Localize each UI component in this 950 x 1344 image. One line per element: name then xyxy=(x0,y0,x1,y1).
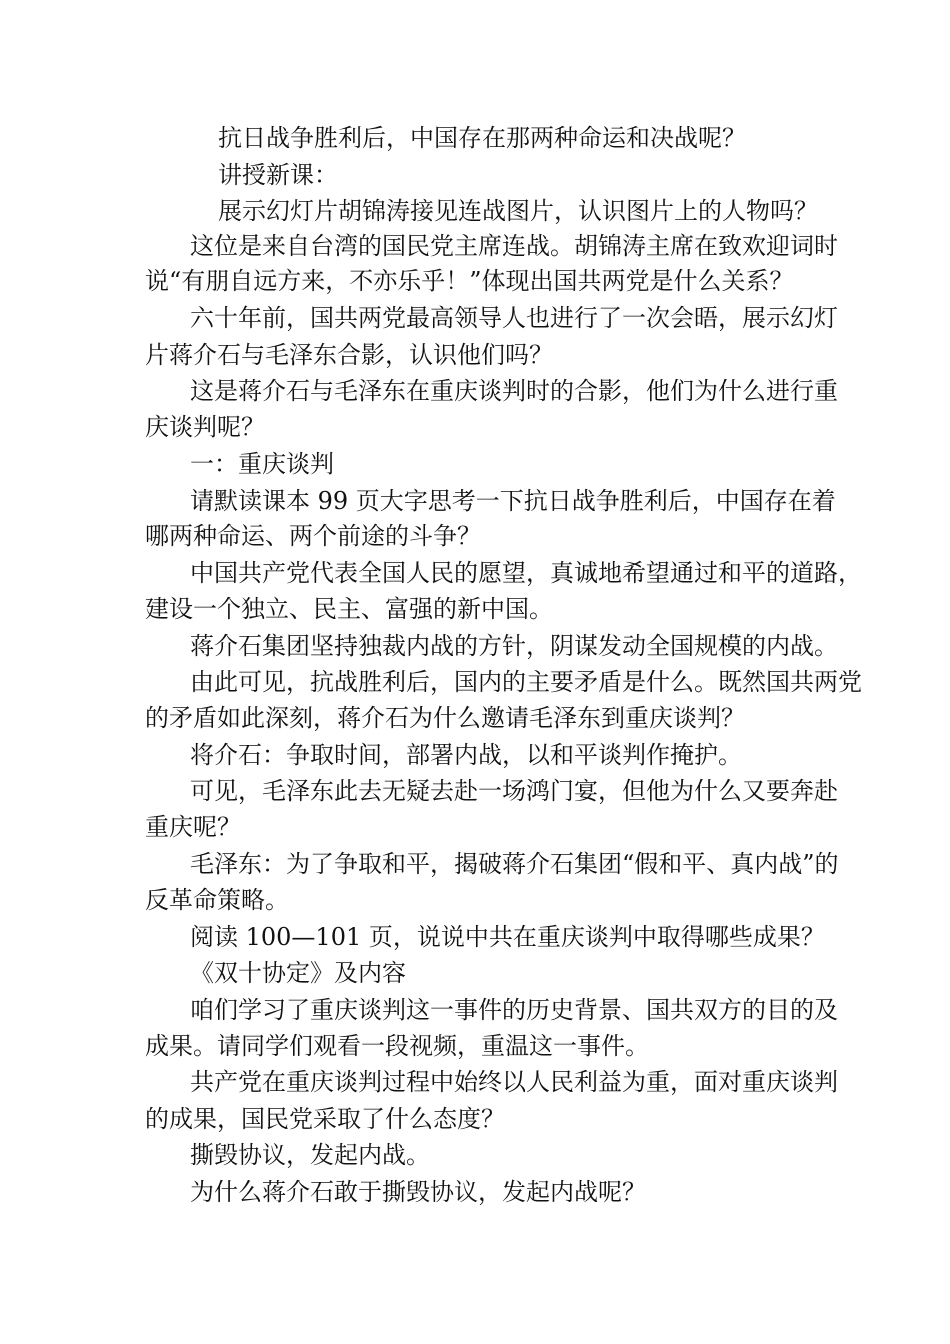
text-line: 毛泽东：为了争取和平，揭破蒋介石集团“假和平、真内战”的 xyxy=(190,850,839,878)
text-line: 的矛盾如此深刻，蒋介石为什么邀请毛泽东到重庆谈判？ xyxy=(145,704,745,732)
text-line: 这位是来自台湾的国民党主席连战。胡锦涛主席在致欢迎词时 xyxy=(190,232,838,260)
text-line: 共产党在重庆谈判过程中始终以人民利益为重，面对重庆谈判 xyxy=(190,1068,838,1096)
text-line: 咱们学习了重庆谈判这一事件的历史背景、国共双方的目的及 xyxy=(190,996,838,1024)
text-line: 中国共产党代表全国人民的愿望，真诚地希望通过和平的道路， xyxy=(190,559,862,587)
text-line: 《双十协定》及内容 xyxy=(190,959,406,987)
text-line: 重庆呢？ xyxy=(145,813,241,841)
text-line: 片蒋介石与毛泽东合影，认识他们吗？ xyxy=(145,341,553,369)
text-line: 可见，毛泽东此去无疑去赴一场鸿门宴，但他为什么又要奔赴 xyxy=(190,777,838,805)
text-line: 反革命策略。 xyxy=(145,886,289,914)
text-line: 阅读 100—101 页，说说中共在重庆谈判中取得哪些成果？ xyxy=(190,923,825,951)
text-line: 由此可见，抗战胜利后，国内的主要矛盾是什么。既然国共两党 xyxy=(190,668,862,696)
text-line: 六十年前，国共两党最高领导人也进行了一次会晤，展示幻灯 xyxy=(190,304,838,332)
text-line: 成果。请同学们观看一段视频，重温这一事件。 xyxy=(145,1032,649,1060)
text-line: 将介石：争取时间，部署内战，以和平谈判作掩护。 xyxy=(190,741,742,769)
text-line: 庆谈判呢？ xyxy=(145,413,265,441)
text-line: 建设一个独立、民主、富强的新中国。 xyxy=(145,595,553,623)
text-line: 抗日战争胜利后，中国存在那两种命运和决战呢？ xyxy=(218,124,746,152)
text-line: 撕毁协议，发起内战。 xyxy=(190,1141,430,1169)
text-line: 请默读课本 99 页大字思考一下抗日战争胜利后，中国存在着 xyxy=(190,487,836,515)
text-line: 展示幻灯片胡锦涛接见连战图片，认识图片上的人物吗？ xyxy=(218,197,818,225)
text-line: 这是蒋介石与毛泽东在重庆谈判时的合影，他们为什么进行重 xyxy=(190,377,838,405)
text-line: 的成果，国民党采取了什么态度？ xyxy=(145,1105,505,1133)
text-line: 为什么蒋介石敢于撕毁协议，发起内战呢？ xyxy=(190,1178,646,1206)
text-line: 说“有朋自远方来，不亦乐乎！”体现出国共两党是什么关系？ xyxy=(145,267,794,295)
text-line: 蒋介石集团坚持独裁内战的方针，阴谋发动全国规模的内战。 xyxy=(190,632,838,660)
text-line: 讲授新课： xyxy=(218,161,338,189)
section-heading: 一：重庆谈判 xyxy=(190,450,334,478)
text-line: 哪两种命运、两个前途的斗争？ xyxy=(145,522,481,550)
